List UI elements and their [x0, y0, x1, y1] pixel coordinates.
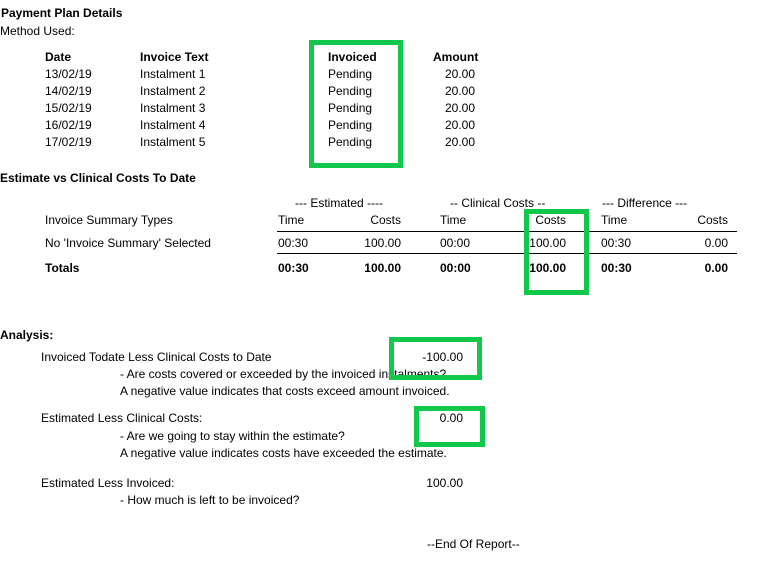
- estimate-section-heading: Estimate vs Clinical Costs To Date: [0, 171, 196, 185]
- analysis-item-note: A negative value indicates costs have exceeded the estimate.: [120, 446, 447, 460]
- totals-clin-costs: 100.00: [529, 261, 566, 275]
- totals-diff-costs: 0.00: [704, 261, 728, 275]
- analysis-item-note: - Are we going to stay within the estimate?: [120, 429, 345, 443]
- cell-invoice-text: Instalment 2: [140, 84, 206, 98]
- col-header-diff-costs: Costs: [697, 213, 728, 227]
- header-invoice-text: Invoice Text: [140, 50, 209, 64]
- totals-est-costs: 100.00: [364, 261, 401, 275]
- group-header-clinical-costs: -- Clinical Costs --: [450, 196, 546, 210]
- cell-amount: 20.00: [444, 118, 475, 132]
- analysis-item-label: Invoiced Todate Less Clinical Costs to Date: [41, 350, 272, 364]
- cell-invoiced: Pending: [328, 101, 373, 115]
- analysis-item-note: - How much is left to be invoiced?: [120, 493, 300, 507]
- summary-est-costs: 100.00: [364, 236, 401, 250]
- summary-est-time: 00:30: [278, 236, 309, 250]
- header-date: Date: [45, 50, 72, 64]
- cell-invoiced: Pending: [328, 135, 373, 149]
- cell-amount: 20.00: [444, 101, 475, 115]
- cell-invoice-text: Instalment 3: [140, 101, 206, 115]
- cell-invoiced: Pending: [328, 67, 373, 81]
- group-header-difference: --- Difference ---: [602, 196, 688, 210]
- analysis-item-note: A negative value indicates that costs exceed amount invoiced.: [120, 384, 450, 398]
- summary-diff-costs: 0.00: [704, 236, 728, 250]
- summary-clin-costs: 100.00: [529, 236, 566, 250]
- cell-date: 14/02/19: [45, 84, 92, 98]
- end-of-report-label: --End Of Report--: [427, 537, 520, 551]
- method-used-label: Method Used:: [0, 24, 75, 38]
- cell-invoiced: Pending: [328, 84, 373, 98]
- page-title: Payment Plan Details: [1, 6, 123, 20]
- col-header-est-costs: Costs: [370, 213, 401, 227]
- col-header-clin-time: Time: [440, 213, 467, 227]
- header-invoiced: Invoiced: [328, 50, 377, 64]
- cell-invoiced: Pending: [328, 118, 373, 132]
- summary-clin-time: 00:00: [440, 236, 471, 250]
- summary-row-label: No 'Invoice Summary' Selected: [45, 236, 211, 250]
- totals-clin-time: 00:00: [440, 261, 471, 275]
- cell-date: 17/02/19: [45, 135, 92, 149]
- cell-date: 13/02/19: [45, 67, 92, 81]
- totals-label: Totals: [45, 261, 80, 275]
- totals-est-time: 00:30: [278, 261, 309, 275]
- cell-amount: 20.00: [444, 84, 475, 98]
- totals-diff-time: 00:30: [601, 261, 632, 275]
- payment-plan-table: [45, 50, 479, 153]
- analysis-item-value: -100.00: [422, 350, 463, 364]
- totals-divider-line: [277, 253, 737, 254]
- cell-date: 15/02/19: [45, 101, 92, 115]
- header-amount: Amount: [433, 50, 479, 64]
- analysis-item-value: 0.00: [439, 411, 463, 425]
- col-header-diff-time: Time: [601, 213, 628, 227]
- cell-amount: 20.00: [444, 135, 475, 149]
- header-divider-line: [277, 231, 737, 232]
- group-header-estimated: --- Estimated ----: [295, 196, 383, 210]
- analysis-item-label: Estimated Less Invoiced:: [41, 476, 175, 490]
- analysis-item-note: - Are costs covered or exceeded by the invoiced instalments?: [120, 367, 447, 381]
- col-header-est-time: Time: [278, 213, 305, 227]
- cell-invoice-text: Instalment 5: [140, 135, 206, 149]
- cell-amount: 20.00: [444, 67, 475, 81]
- analysis-heading: Analysis:: [0, 328, 54, 342]
- col-header-clin-costs: Costs: [535, 213, 566, 227]
- cell-invoice-text: Instalment 1: [140, 67, 206, 81]
- row-label-header: Invoice Summary Types: [45, 213, 173, 227]
- summary-diff-time: 00:30: [601, 236, 632, 250]
- analysis-item-value: 100.00: [426, 476, 463, 490]
- cell-date: 16/02/19: [45, 118, 92, 132]
- analysis-item-label: Estimated Less Clinical Costs:: [41, 411, 203, 425]
- cell-invoice-text: Instalment 4: [140, 118, 206, 132]
